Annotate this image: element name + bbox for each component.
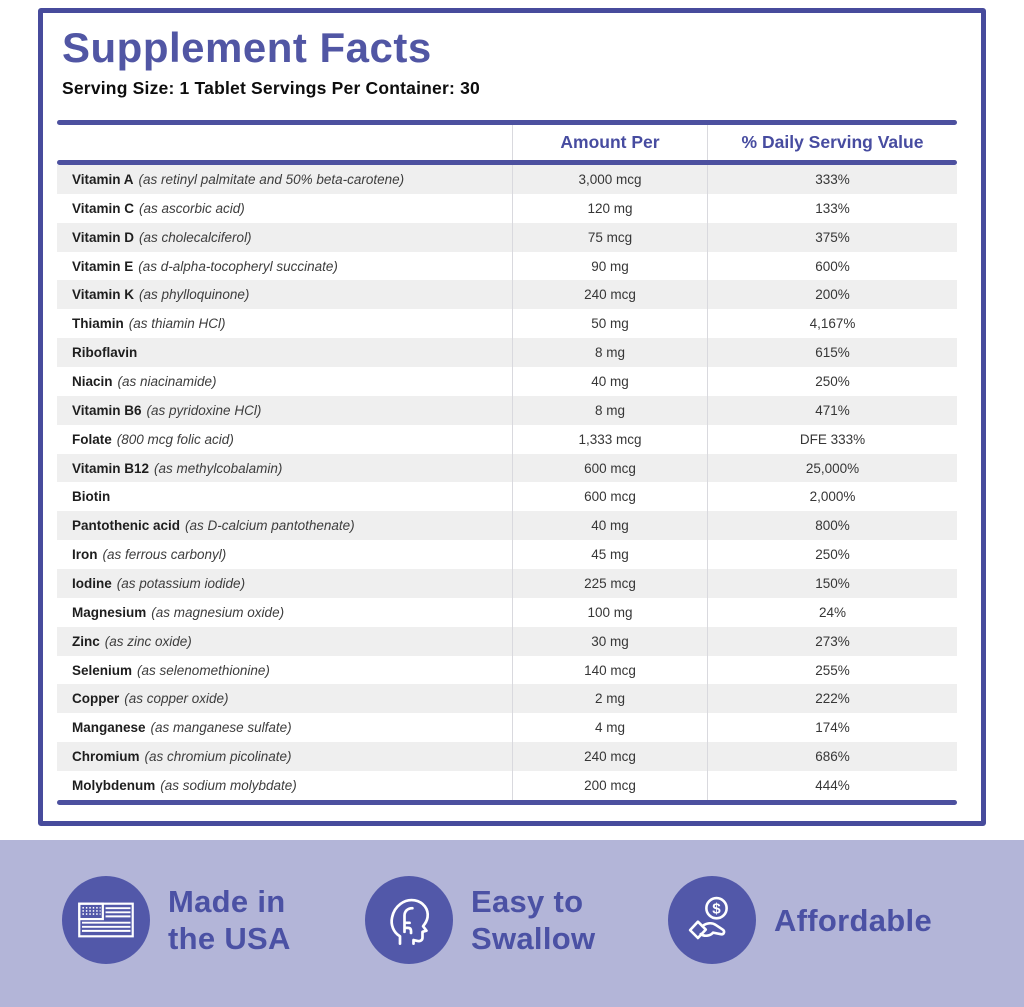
nutrient-dv: 600% [707,252,957,281]
nutrient-detail: (as methylcobalamin) [154,460,283,476]
nutrient-cell [57,656,512,685]
nutrient-amount: 4 mg [512,713,707,742]
nutrient-dv: 375% [707,223,957,252]
table-row [57,194,957,223]
nutrient-dv: 24% [707,598,957,627]
nutrient-cell [57,280,512,309]
table-row [57,396,957,425]
nutrient-detail: (as phylloquinone) [139,287,250,303]
nutrient-dv: 615% [707,338,957,367]
feature-band [0,840,1024,1007]
nutrient-name: Riboflavin [72,345,138,361]
nutrient-name: Vitamin C [72,200,135,216]
table-row [57,454,957,483]
table-row [57,280,957,309]
nutrient-cell [57,309,512,338]
badge-label-line1: Affordable [774,902,932,938]
nutrient-dv: 686% [707,742,957,771]
nutrient-dv: 800% [707,511,957,540]
nutrient-name: Vitamin B12 [72,460,150,476]
table-row [57,252,957,281]
nutrient-amount: 45 mg [512,540,707,569]
nutrient-cell [57,511,512,540]
table-row [57,656,957,685]
facts-table [57,120,957,805]
nutrient-name: Vitamin E [72,258,134,274]
nutrient-name: Pantothenic acid [72,518,181,534]
nutrient-amount: 75 mcg [512,223,707,252]
nutrient-amount: 1,333 mcg [512,425,707,454]
badge-label-line1: Made in [168,884,286,919]
nutrient-name: Thiamin [72,316,124,332]
nutrient-detail: (as manganese sulfate) [150,720,292,736]
nutrient-dv: 25,000% [707,454,957,483]
nutrient-amount: 120 mg [512,194,707,223]
nutrient-dv: 333% [707,165,957,194]
table-row [57,367,957,396]
table-row [57,540,957,569]
column-header-amount: Amount Per [512,125,707,160]
badge-label [168,883,291,957]
svg-text:$: $ [712,900,721,918]
affordable-icon [685,893,739,947]
nutrient-cell [57,569,512,598]
nutrient-cell [57,367,512,396]
nutrient-amount: 3,000 mcg [512,165,707,194]
nutrient-name: Copper [72,691,120,707]
nutrient-dv: 222% [707,684,957,713]
nutrient-dv: 150% [707,569,957,598]
nutrient-amount: 225 mcg [512,569,707,598]
nutrient-amount: 90 mg [512,252,707,281]
nutrient-name: Vitamin K [72,287,135,303]
table-row [57,223,957,252]
table-bottom-rule [57,800,957,805]
column-header-nutrient [57,125,512,160]
table-row [57,425,957,454]
nutrient-dv: 133% [707,194,957,223]
nutrient-amount: 8 mg [512,396,707,425]
nutrient-cell [57,627,512,656]
nutrient-detail: (as retinyl palmitate and 50% beta-carotene) [138,171,405,187]
badge-easy-to-swallow [365,876,595,964]
nutrient-amount: 2 mg [512,684,707,713]
nutrient-detail: (as copper oxide) [124,691,229,707]
nutrient-cell [57,742,512,771]
nutrient-detail: (as D-calcium pantothenate) [185,518,355,534]
nutrient-detail: (as sodium molybdate) [160,777,297,793]
table-row [57,713,957,742]
table-row [57,684,957,713]
serving-info: Serving Size: 1 Tablet Servings Per Container: 30 [62,78,480,99]
nutrient-dv: 250% [707,540,957,569]
facts-rows [57,165,957,800]
nutrient-detail: (as ascorbic acid) [139,200,245,216]
nutrient-name: Magnesium [72,604,147,620]
badge-circle [62,876,150,964]
nutrient-cell [57,396,512,425]
badge-circle [365,876,453,964]
nutrient-name: Niacin [72,373,113,389]
nutrient-amount: 140 mcg [512,656,707,685]
nutrient-dv: 471% [707,396,957,425]
badge-label-line1: Easy to [471,884,584,919]
table-row [57,165,957,194]
nutrient-amount: 200 mcg [512,771,707,800]
nutrient-amount: 240 mcg [512,280,707,309]
nutrient-detail: (as d-alpha-tocopheryl succinate) [138,258,338,274]
nutrient-cell [57,540,512,569]
nutrient-detail: (as cholecalciferol) [139,229,252,245]
nutrient-detail: (as ferrous carbonyl) [102,547,227,563]
table-row [57,742,957,771]
column-header-dv: % Daily Serving Value [707,125,957,160]
badge-label-line2: Swallow [471,921,596,956]
table-row [57,771,957,800]
table-row [57,338,957,367]
nutrient-amount: 50 mg [512,309,707,338]
page-title: Supplement Facts [62,24,432,71]
nutrient-cell [57,338,512,367]
nutrient-cell [57,223,512,252]
nutrient-name: Iron [72,547,98,563]
nutrient-amount: 600 mcg [512,454,707,483]
nutrient-dv: 250% [707,367,957,396]
nutrient-name: Molybdenum [72,777,156,793]
nutrient-name: Vitamin B6 [72,402,142,418]
nutrient-dv: 2,000% [707,482,957,511]
supplement-facts-card [38,8,986,826]
nutrient-dv: DFE 333% [707,425,957,454]
nutrient-dv: 444% [707,771,957,800]
nutrient-dv: 174% [707,713,957,742]
table-header-row [57,125,957,160]
table-row [57,482,957,511]
nutrient-detail: (as selenomethionine) [137,662,270,678]
nutrient-detail: (as thiamin HCl) [128,316,226,332]
nutrient-name: Vitamin D [72,229,135,245]
nutrient-dv: 273% [707,627,957,656]
badge-label [774,902,932,939]
badge-made-in-usa [62,876,291,964]
nutrient-name: Zinc [72,633,100,649]
table-row [57,309,957,338]
nutrient-name: Chromium [72,749,140,765]
nutrient-amount: 600 mcg [512,482,707,511]
nutrient-detail: (as pyridoxine HCl) [146,402,262,418]
nutrient-dv: 200% [707,280,957,309]
nutrient-dv: 4,167% [707,309,957,338]
nutrient-cell [57,598,512,627]
nutrient-name: Folate [72,431,112,447]
swallow-icon [382,893,436,947]
nutrient-detail: (as chromium picolinate) [144,749,292,765]
badge-circle [668,876,756,964]
table-row [57,598,957,627]
nutrient-amount: 40 mg [512,511,707,540]
nutrient-name: Manganese [72,720,146,736]
nutrient-cell [57,771,512,800]
nutrient-amount: 100 mg [512,598,707,627]
nutrient-name: Vitamin A [72,171,134,187]
nutrient-cell [57,454,512,483]
nutrient-cell [57,194,512,223]
table-row [57,511,957,540]
nutrient-amount: 30 mg [512,627,707,656]
nutrient-name: Biotin [72,489,111,505]
nutrient-amount: 40 mg [512,367,707,396]
nutrient-amount: 240 mcg [512,742,707,771]
nutrient-cell [57,425,512,454]
nutrient-cell [57,482,512,511]
nutrient-cell [57,252,512,281]
nutrient-detail: (as magnesium oxide) [151,604,285,620]
table-row [57,569,957,598]
nutrient-detail: (as potassium iodide) [116,575,246,591]
badge-label-line2: the USA [168,921,291,956]
nutrient-detail: (as niacinamide) [117,373,217,389]
table-row [57,627,957,656]
badge-label [471,883,595,957]
card-header [43,13,981,99]
nutrient-amount: 8 mg [512,338,707,367]
nutrient-dv: 255% [707,656,957,685]
nutrient-detail: (800 mcg folic acid) [116,431,234,447]
badge-affordable [668,876,932,964]
nutrient-cell [57,165,512,194]
usa-flag-icon [77,900,135,940]
nutrient-name: Iodine [72,575,112,591]
nutrient-name: Selenium [72,662,133,678]
nutrient-cell [57,713,512,742]
nutrient-detail: (as zinc oxide) [104,633,192,649]
nutrient-cell [57,684,512,713]
